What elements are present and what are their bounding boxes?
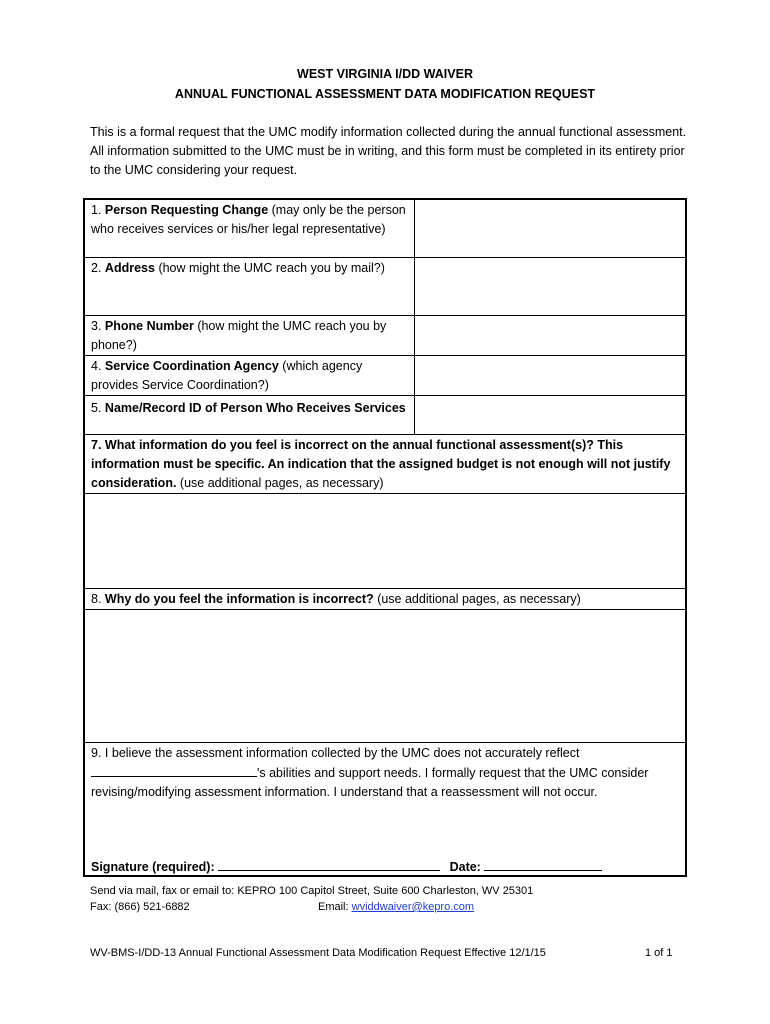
- send-instructions: Send via mail, fax or email to: KEPRO 100 Capitol Street, Suite 600 Charleston, WV 25301: [90, 885, 534, 897]
- field-label-phone: [84, 315, 415, 355]
- field-row-record-id: [84, 395, 686, 434]
- field-label-text: Person Requesting Change: [104, 203, 269, 217]
- field-label-record-id: [84, 395, 415, 434]
- q7-answer-row: [84, 493, 686, 588]
- q7-question: What information do you feel is incorrect on the annual functional assessment(s)? This information must be specific. An indication that the assigned budget is not enough will not justify consideration.: [91, 437, 671, 490]
- email-line: [318, 899, 474, 915]
- field-row-phone: [84, 315, 686, 355]
- field-row-person: [84, 199, 686, 257]
- form-id-footer: WV-BMS-I/DD-13 Annual Functional Assessment Data Modification Request Effective 12/1/15: [90, 947, 546, 959]
- form-title: WEST VIRGINIA I/DD WAIVER: [297, 67, 473, 81]
- q8-answer-input[interactable]: [84, 609, 686, 742]
- q8-row: [84, 588, 686, 609]
- field-row-address: [84, 257, 686, 315]
- request-form-table: [83, 198, 687, 877]
- q9-statement-text: 's abilities and support needs. I formally request that the UMC consider revising/modifying assessment information. I understand that a reassessment will not occur.: [91, 765, 649, 799]
- form-subtitle: ANNUAL FUNCTIONAL ASSESSMENT DATA MODIFICATION REQUEST: [174, 87, 596, 101]
- field-note: (how might the UMC reach you by mail?): [158, 260, 385, 275]
- q7-answer-input[interactable]: [84, 493, 686, 588]
- q8-note: (use additional pages, as necessary): [377, 591, 581, 606]
- q9-statement: [84, 742, 686, 876]
- field-number: 1.: [91, 203, 102, 217]
- phone-input[interactable]: [415, 315, 687, 355]
- field-label-address: [84, 257, 415, 315]
- q9-row: [84, 742, 686, 876]
- q7-note: (use additional pages, as necessary): [179, 475, 384, 490]
- field-label-person: [84, 199, 415, 257]
- agency-input[interactable]: [415, 355, 687, 395]
- field-row-agency: [84, 355, 686, 395]
- date-label: Date:: [449, 859, 481, 874]
- signature-label: Signature (required):: [91, 859, 215, 874]
- q8-label: [84, 588, 686, 609]
- person-name-blank[interactable]: [91, 763, 257, 777]
- email-link[interactable]: wviddwaiver@kepro.com: [351, 901, 475, 913]
- field-number: 5.: [91, 400, 102, 415]
- q8-number: 8.: [91, 591, 102, 606]
- q7-label: [84, 434, 686, 493]
- q9-line1: I believe the assessment information collected by the UMC does not accurately reflect: [104, 745, 580, 760]
- field-note: (how might the UMC reach you by phone?): [91, 318, 387, 352]
- fax-number: Fax: (866) 521-6882: [90, 901, 190, 913]
- field-label-text: Phone Number: [104, 318, 194, 333]
- q7-row: [84, 434, 686, 493]
- field-label-agency: [84, 355, 415, 395]
- field-label-text: Name/Record ID of Person Who Receives Services: [104, 400, 406, 415]
- page-number: 1 of 1: [645, 947, 673, 959]
- field-number: 3.: [91, 318, 102, 333]
- q8-answer-row: [84, 609, 686, 742]
- signature-line: [91, 857, 602, 877]
- q7-number: 7.: [91, 437, 102, 452]
- person-requesting-input[interactable]: [415, 199, 687, 257]
- address-input[interactable]: [415, 257, 687, 315]
- field-label-text: Service Coordination Agency: [104, 358, 279, 373]
- field-number: 2.: [91, 260, 102, 275]
- field-label-text: Address: [104, 260, 155, 275]
- q9-number: 9.: [91, 745, 102, 760]
- signature-blank[interactable]: [218, 857, 440, 871]
- email-label: Email:: [318, 901, 349, 913]
- record-id-input[interactable]: [415, 395, 687, 434]
- field-note: (may only be the person who receives services or his/her legal representative): [91, 203, 406, 236]
- intro-paragraph: This is a formal request that the UMC modify information collected during the annual functional assessment. All information submitted to the UMC must be in writing, and this form must be completed in its entirety prior to the UMC considering your request.: [90, 125, 687, 177]
- field-number: 4.: [91, 358, 102, 373]
- field-note: (which agency provides Service Coordination?): [91, 358, 363, 392]
- date-blank[interactable]: [484, 857, 602, 871]
- q8-question: Why do you feel the information is incorrect?: [104, 591, 374, 606]
